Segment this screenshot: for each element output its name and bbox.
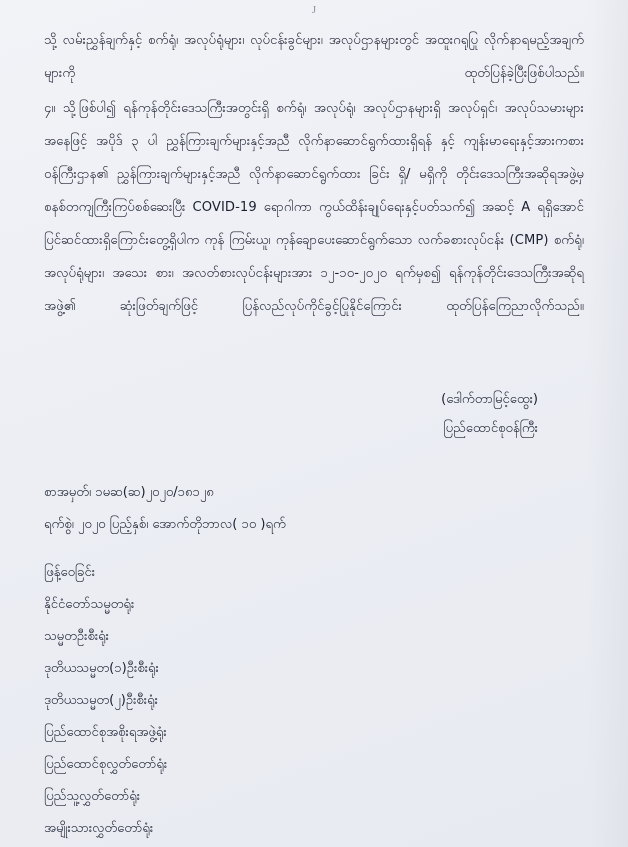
list-item: ပြည်သူ့လွှတ်တော်ရုံး bbox=[44, 789, 141, 804]
paragraph-4: ၄။ သို့ဖြစ်ပါ၍ ရန်ကုန်တိုင်းဒေသကြီးအတွင်းရှိ စက်ရုံ၊ အလုပ်ရုံ၊ အလုပ်ဌာနများရှိ အလုပ်ရှင်၊ အလုပ်သမားများအနေဖြင့် အပိုဒ် ၃ ပါ ညွှန်ကြားချက်များနှင့်အညီ လိုက်နာဆောင်ရွက်ထားရှိရန် နှင့် ကျန်းမာရေးနှင့်အားကစားဝန်ကြီးဌာန၏ ညွှန်ကြားချက်များနှင့်အညီ လိုက်နာဆောင်ရွက်ထား ခြင်း ရှိ/ မရှိကို တိုင်းဒေသကြီးအဆိုရအဖွဲ့မှ စနစ်တကျကြီးကြပ်စစ်ဆေးပြီး COVID-19 ရောဂါကာ ကွယ်ထိန်းချုပ်ရေးနှင့်ပတ်သက်၍ အဆင့် A ရရှိအောင် ပြင်ဆင်ထားရှိကြောင်းတွေ့ရှိပါက ကုန် ကြမ်းယူ၊ ကုန်ချောပေးဆောင်ရွက်သော လက်ခစားလုပ်ငန်း (CMP) စက်ရုံ၊ အလုပ်ရုံများ၊ အသေး စား၊ အလတ်စားလုပ်ငန်းများအား ၁၂-၁၀-၂၀၂၀ ရက်မှစ၍ ရန်ကုန်တိုင်းဒေသကြီးအဆိုရအဖွဲ့၏ ဆုံးဖြတ်ချက်ဖြင့် ပြန်လည်လုပ်ကိုင်ခွင့်ပြုနိုင်ကြောင်း ထုတ်ပြန်ကြေညာလိုက်သည်။ bbox=[44, 101, 584, 314]
distribution-title: ဖြန့်ဝေခြင်း bbox=[44, 565, 96, 580]
signatory-name: (ဒေါက်တာမြင့်ထွေး) bbox=[441, 392, 538, 407]
list-item: သမ္မတဦးစီးရုံး bbox=[44, 629, 110, 644]
signatory-title: ပြည်ထောင်စုဝန်ကြီး bbox=[443, 421, 538, 436]
list-item: ပြည်ထောင်စုအစိုးရအဖွဲ့ရုံး bbox=[44, 725, 167, 740]
distribution-list bbox=[44, 589, 584, 845]
list-item: ဒုတိယသမ္မတ(၁)ဦးစီးရုံး bbox=[44, 661, 159, 676]
list-item: ဒုတိယသမ္မတ(၂)ဦးစီးရုံး bbox=[44, 693, 158, 708]
list-item: ပြည်ထောင်စုလွှတ်တော်ရုံး bbox=[44, 757, 168, 772]
letter-number: စာအမှတ်၊ ၁မဆ(ဆ)၂၀၂၀/၁၈၁၂၈ bbox=[44, 485, 214, 500]
letter-date: ရက်စွဲ၊ ၂၀၂၀ ပြည့်နှစ်၊ အောက်တိုဘာလ( ၁၀ )ရက် bbox=[44, 517, 286, 532]
document-body bbox=[44, 0, 584, 323]
list-item: အမျိုးသားလွှတ်တော်ရုံး bbox=[44, 821, 154, 836]
letter-meta bbox=[44, 477, 584, 541]
list-item: နိုင်ငံတော်သမ္မတရုံး bbox=[44, 597, 135, 612]
signature-block bbox=[44, 385, 584, 443]
page-marker: J bbox=[311, 4, 317, 16]
paragraph-continuation: သို့ လမ်းညွှန်ချက်နှင့် စက်ရုံ၊ အလုပ်ရုံများ၊ လုပ်ငန်းခွင်များ၊ အလုပ်ဌာနများတွင် အထူးဂရုပြု လိုက်နာရမည့်အချက်များကို ထုတ်ပြန်ခဲ့ပြီးဖြစ်ပါသည်။ bbox=[44, 33, 584, 81]
